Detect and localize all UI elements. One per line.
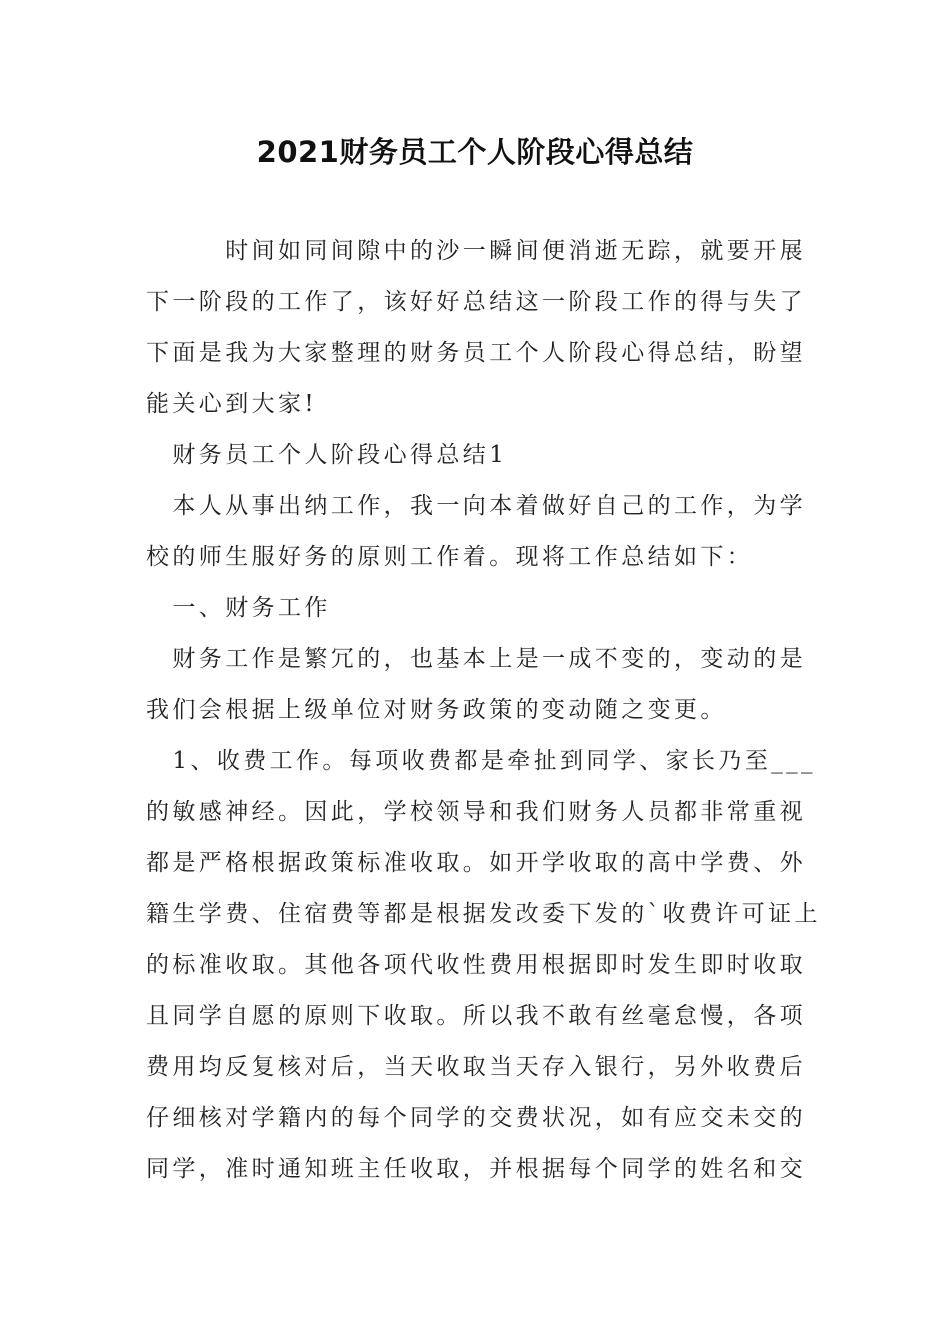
text-line: 籍生学费、住宿费等都是根据发改委下发的`收费许可证上 — [146, 901, 821, 927]
text-line: 我们会根据上级单位对财务政策的变动随之变更。 — [146, 697, 727, 723]
text-line: 同学，准时通知班主任收取，并根据每个同学的姓名和交 — [146, 1156, 806, 1182]
text-line: 都是严格根据政策标准收取。如开学收取的高中学费、外 — [146, 850, 806, 876]
text-line: 本人从事出纳工作，我一向本着做好自己的工作，为学 — [146, 493, 806, 519]
text-line: 财务工作是繁冗的，也基本上是一成不变的，变动的是 — [146, 646, 806, 672]
text-line: 能关心到大家! — [146, 391, 318, 417]
text-line: 的敏感神经。因此，学校领导和我们财务人员都非常重视 — [146, 799, 806, 825]
section-heading: 财务员工个人阶段心得总结1 — [146, 442, 508, 468]
document-body — [146, 226, 821, 1195]
text-line: 且同学自愿的原则下收取。所以我不敢有丝毫怠慢，各项 — [146, 1003, 806, 1029]
text-line: 费用均反复核对后，当天收取当天存入银行，另外收费后 — [146, 1054, 806, 1080]
text-line: 下一阶段的工作了，该好好总结这一阶段工作的得与失了 — [146, 289, 806, 315]
text-line: 下面是我为大家整理的财务员工个人阶段心得总结，盼望 — [146, 340, 806, 366]
text-line: 仔细核对学籍内的每个同学的交费状况，如有应交未交的 — [146, 1105, 806, 1131]
text-line: 校的师生服好务的原则工作着。现将工作总结如下： — [146, 544, 754, 570]
document-title: 2021财务员工个人阶段心得总结 — [256, 135, 694, 169]
text-line: 的标准收取。其他各项代收性费用根据即时发生即时收取 — [146, 952, 806, 978]
subsection-heading: 一、财务工作 — [146, 595, 331, 621]
text-line: 1、收费工作。每项收费都是牵扯到同学、家长乃至___ — [146, 748, 816, 774]
text-line: 时间如同间隙中的沙一瞬间便消逝无踪，就要开展 — [146, 238, 806, 264]
